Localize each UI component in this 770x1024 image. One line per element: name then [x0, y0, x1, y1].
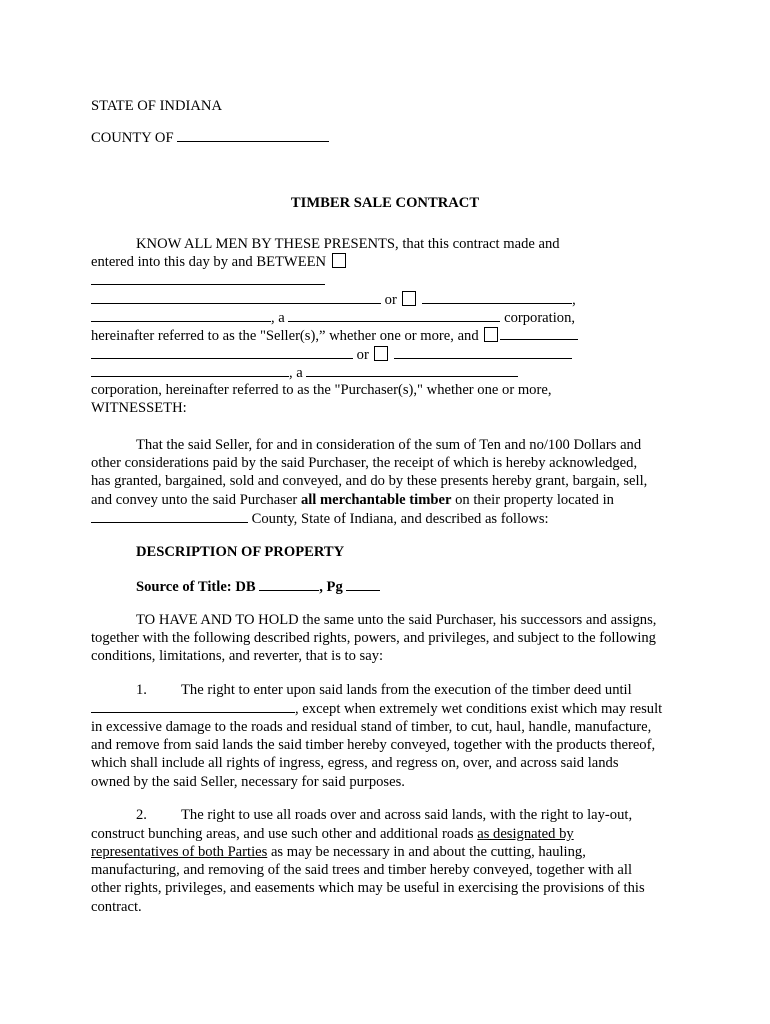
item1-line-3: in excessive damage to the roads and residual stand of timber, to cut, haul, handle, manufacture,	[91, 719, 652, 735]
purchaser-alt-blank[interactable]	[394, 345, 572, 359]
timber-deed-until-blank[interactable]	[91, 699, 295, 713]
purchaser-a-line: , a	[91, 363, 518, 382]
db-blank[interactable]	[259, 577, 319, 591]
para2-line-2: together with the following described rights, powers, and privileges, and subject to the following	[91, 630, 656, 646]
seller-or-line: or ,	[91, 290, 576, 309]
item2-line-3: representatives of both Parties as may be necessary in and about the cutting, hauling,	[91, 844, 586, 860]
item2-line-1: 2. The right to use all roads over and across said lands, with the right to lay-out,	[136, 807, 633, 823]
checkbox-between[interactable]	[332, 253, 346, 268]
property-county-blank[interactable]	[91, 509, 248, 523]
item2-line-2: construct bunching areas, and use such other and additional roads as designated by	[91, 826, 574, 842]
purchaser-corporation-blank[interactable]	[306, 363, 518, 377]
item2-line-5: other rights, privileges, and easements which may be useful in exercising the provisions of this	[91, 880, 645, 896]
seller-name-blank-2[interactable]	[91, 290, 381, 304]
seller-name-blank[interactable]	[91, 271, 325, 285]
purchaser-definition-line: corporation, hereinafter referred to as the "Purchaser(s)," whether one or more,	[91, 382, 552, 398]
party-blank-line	[91, 271, 325, 290]
merchantable-timber-bold: all merchantable timber	[300, 492, 452, 508]
pg-blank[interactable]	[346, 577, 380, 591]
source-of-title: Source of Title: DB , Pg	[91, 577, 380, 596]
county-label: COUNTY OF	[91, 130, 174, 146]
purchaser-a-blank[interactable]	[91, 363, 289, 377]
para1-line-5: County, State of Indiana, and described as follows:	[91, 509, 549, 528]
checkbox-and[interactable]	[484, 327, 498, 342]
para1-line-2: other considerations paid by the said Purchaser, the receipt of which is hereby acknowledged,	[91, 455, 638, 471]
purchaser-name-blank[interactable]	[91, 345, 353, 359]
purchaser-start-blank[interactable]	[500, 326, 578, 340]
intro-line-1: KNOW ALL MEN BY THESE PRESENTS, that this contract made and	[136, 236, 560, 252]
para1-line-4: and convey unto the said Purchaser all merchantable timber on their property located in	[91, 492, 614, 508]
purchaser-or-line: or	[91, 345, 572, 364]
item1-line-5: which shall include all rights of ingress, egress, and regress on, over, and across said lands	[91, 755, 619, 771]
seller-alt-blank[interactable]	[422, 290, 572, 304]
para1-line-3: has granted, bargained, sold and conveyed, and do by these presents hereby grant, bargain, sell,	[91, 473, 648, 489]
designated-by-underlined: as designated by	[477, 826, 574, 842]
description-heading: DESCRIPTION OF PROPERTY	[136, 544, 345, 560]
witnesseth: WITNESSETH:	[91, 400, 187, 416]
item2-number: 2.	[136, 807, 147, 823]
item1-number: 1.	[136, 682, 147, 698]
county-blank[interactable]	[177, 128, 329, 142]
both-parties-underlined: representatives of both Parties	[91, 844, 268, 860]
state-heading: STATE OF INDIANA	[91, 98, 222, 114]
seller-corporation-blank[interactable]	[288, 308, 500, 322]
seller-a-blank[interactable]	[91, 308, 271, 322]
item1-line-2: , except when extremely wet conditions exist which may result	[91, 699, 662, 718]
seller-definition-line: hereinafter referred to as the "Seller(s),” whether one or more, and	[91, 326, 578, 345]
intro-line-2: entered into this day by and BETWEEN	[91, 253, 348, 271]
para2-line-3: conditions, limitations, and reverter, that is to say:	[91, 648, 384, 664]
seller-corp-line: , a corporation,	[91, 308, 575, 327]
item2-line-6: contract.	[91, 899, 142, 915]
item1-line-6: owned by the said Seller, necessary for said purposes.	[91, 774, 405, 790]
contract-title: TIMBER SALE CONTRACT	[290, 195, 480, 211]
para1-line-1: That the said Seller, for and in consideration of the sum of Ten and no/100 Dollars and	[136, 437, 642, 453]
checkbox-seller-or[interactable]	[402, 291, 416, 306]
county-line	[91, 128, 329, 147]
checkbox-purchaser-or[interactable]	[374, 346, 388, 361]
para2-line-1: TO HAVE AND TO HOLD the same unto the said Purchaser, his successors and assigns,	[136, 612, 657, 628]
item2-line-4: manufacturing, and removing of the said trees and timber hereby conveyed, together with all	[91, 862, 633, 878]
item1-line-1: 1. The right to enter upon said lands from the execution of the timber deed until	[136, 682, 632, 698]
item1-line-4: and remove from said lands the said timber hereby conveyed, together with the products thereof,	[91, 737, 656, 753]
